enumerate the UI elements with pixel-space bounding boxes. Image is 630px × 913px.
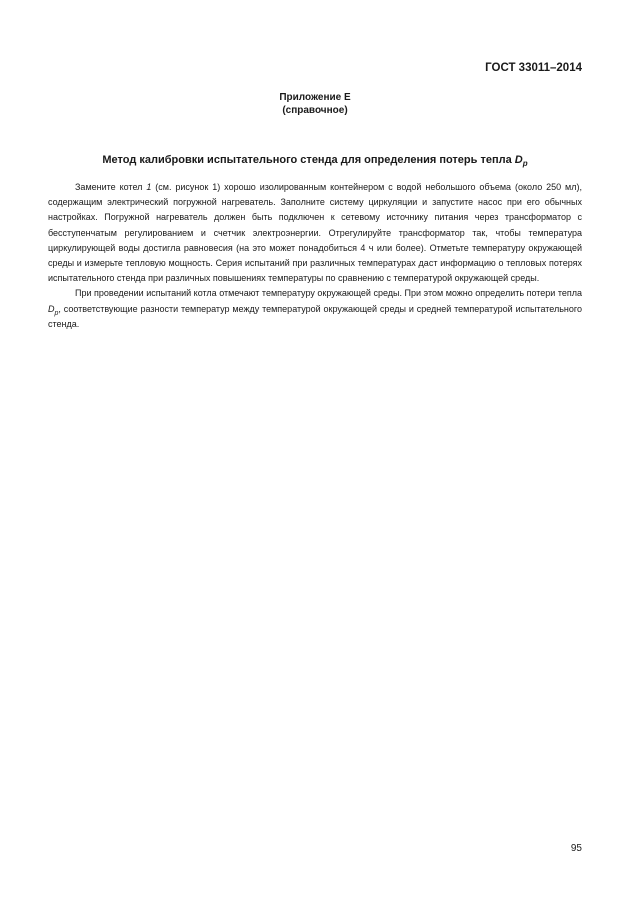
section-title-subscript: p <box>522 159 528 169</box>
appendix-kind: (справочное) <box>282 105 348 116</box>
paragraph-2-subscript: p <box>54 309 59 317</box>
paragraph-1-rest: (см. рисунок 1) хорошо изолированным контейнером с водой небольшого объема (около 250 мл), содержащим электрический погружной нагреватель. Заполните систему циркуляции и запустите насос при его обычных настройках. Погружной нагреватель должен быть подключен к сетевому источнику питания через трансформатор с бесступенчатым регулированием и счетчик электроэнергии. Отрегулируйте трансформатор так, чтобы температура циркулирующей воды достигла равновесия (на это может понадобиться 4 ч или более). Отметьте температуру окружающей среды и измерьте тепловую мощность. Серия испытаний при различных температурах даст информацию о тепловых потерях испытательного стенда при различных повышениях температуры по сравнению с температурой окружающей среды. <box>48 182 582 284</box>
paragraph-2-symbol: D <box>48 303 55 314</box>
section-title <box>0 154 630 168</box>
section-title-text: Метод калибровки испытательного стенда для определения потерь тепла <box>102 154 512 166</box>
appendix-heading <box>0 91 630 117</box>
paragraph-1-start: Замените котел <box>75 182 147 192</box>
figure-reference: 1 <box>146 182 152 192</box>
paragraph-2-start: При проведении испытаний котла отмечают температуру окружающей среды. При этом можно определить потери тепла <box>75 288 582 299</box>
paragraph-2-rest: , соответствующие разности температур между температурой окружающей среды и средней температурой испытательного стенда. <box>48 303 582 329</box>
document-code: ГОСТ 33011–2014 <box>485 62 582 74</box>
appendix-title: Приложение Е <box>279 92 351 103</box>
paragraph-2 <box>48 286 582 332</box>
section-title-symbol: D <box>514 154 523 166</box>
body-text <box>48 180 582 332</box>
page-number: 95 <box>570 843 582 854</box>
paragraph-1 <box>48 180 582 286</box>
